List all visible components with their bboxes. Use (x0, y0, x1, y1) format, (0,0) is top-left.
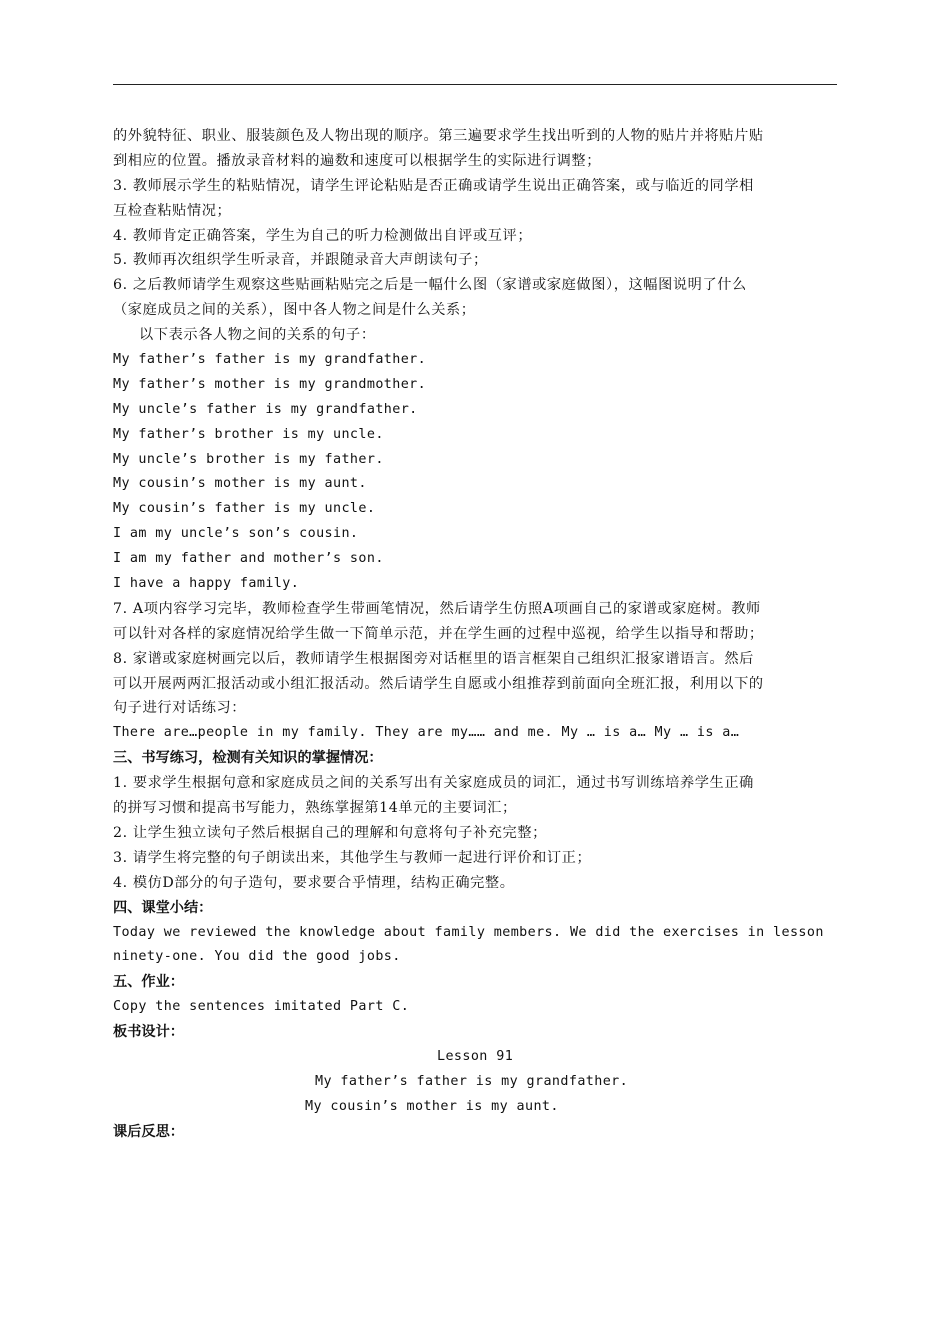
section-heading-homework: 五、作业： (113, 974, 184, 991)
example-sentence: I am my father and mother’s son. (113, 551, 384, 567)
dialogue-frame: There are…people in my family. They are my…… and me. My … is a… My … is a… (113, 725, 740, 741)
writing-item: 的拼写习惯和提高书写能力，熟练掌握第14单元的主要词汇； (113, 800, 517, 817)
paragraph-line: 4. 教师肯定正确答案，学生为自己的听力检测做出自评或互评； (113, 227, 533, 244)
section-heading-reflection: 课后反思： (113, 1123, 184, 1140)
step-line: 7. A项内容学习完毕，教师检查学生带画笔情况，然后请学生仿照A项画自己的家谱或家庭树。教师 (113, 600, 761, 617)
paragraph-line: 5. 教师再次组织学生听录音，并跟随录音大声朗读句子； (113, 252, 488, 269)
board-lesson-title: Lesson 91 (437, 1048, 514, 1064)
example-sentence: My uncle’s father is my grandfather. (113, 401, 418, 417)
writing-item: 3. 请学生将完整的句子朗读出来，其他学生与教师一起进行评价和订正； (113, 849, 592, 866)
section-heading-board: 板书设计： (113, 1024, 184, 1041)
summary-line: Today we reviewed the knowledge about family members. We did the exercises in lesson (113, 924, 824, 940)
example-sentence: My father’s brother is my uncle. (113, 426, 384, 442)
step-line: 可以针对各样的家庭情况给学生做一下简单示范，并在学生画的过程中巡视，给学生以指导和帮助； (113, 625, 764, 642)
paragraph-line: 互检查粘贴情况； (113, 202, 232, 219)
document-body (113, 124, 837, 1145)
example-sentence: My father’s mother is my grandmother. (113, 376, 427, 392)
example-sentence: My cousin’s father is my uncle. (113, 501, 376, 517)
example-sentence: I am my uncle’s son’s cousin. (113, 526, 359, 542)
example-sentence: My uncle’s brother is my father. (113, 451, 384, 467)
paragraph-line: 以下表示各人物之间的关系的句子： (139, 327, 376, 344)
homework-line: Copy the sentences imitated Part C. (113, 999, 410, 1015)
header-rule (113, 84, 837, 85)
paragraph-line: 到相应的位置。播放录音材料的遍数和速度可以根据学生的实际进行调整； (113, 152, 601, 169)
step-line: 句子进行对话练习： (113, 700, 247, 717)
paragraph-line: 6. 之后教师请学生观察这些贴画粘贴完之后是一幅什么图（家谱或家庭做图），这幅图说明了什么 (113, 277, 747, 294)
step-line: 8. 家谱或家庭树画完以后，教师请学生根据图旁对话框里的语言框架自己组织汇报家谱语言。然后 (113, 650, 754, 667)
summary-line: ninety-one. You did the good jobs. (113, 949, 401, 965)
paragraph-line: （家庭成员之间的关系），图中各人物之间是什么关系； (113, 302, 476, 319)
example-sentence: My father’s father is my grandfather. (113, 352, 427, 368)
section-heading-writing: 三、书写练习，检测有关知识的掌握情况： (113, 750, 383, 767)
writing-item: 1. 要求学生根据句意和家庭成员之间的关系写出有关家庭成员的词汇，通过书写训练培养学生正确 (113, 775, 754, 792)
section-heading-summary: 四、课堂小结： (113, 899, 213, 916)
step-line: 可以开展两两汇报活动或小组汇报活动。然后请学生自愿或小组推荐到前面向全班汇报，利用以下的 (113, 675, 764, 692)
board-sentence: My cousin’s mother is my aunt. (305, 1098, 559, 1114)
example-sentence: I have a happy family. (113, 576, 300, 592)
board-sentence: My father’s father is my grandfather. (315, 1073, 629, 1089)
writing-item: 4. 模仿D部分的句子造句，要求要合乎情理，结构正确完整。 (113, 874, 515, 891)
paragraph-line: 的外貌特征、职业、服装颜色及人物出现的顺序。第三遍要求学生找出听到的人物的贴片并将贴片贴 (113, 128, 764, 144)
writing-item: 2. 让学生独立读句子然后根据自己的理解和句意将句子补充完整； (113, 824, 547, 841)
paragraph-line: 3. 教师展示学生的粘贴情况，请学生评论粘贴是否正确或请学生说出正确答案，或与临近的同学相 (113, 177, 754, 194)
example-sentence: My cousin’s mother is my aunt. (113, 476, 367, 492)
